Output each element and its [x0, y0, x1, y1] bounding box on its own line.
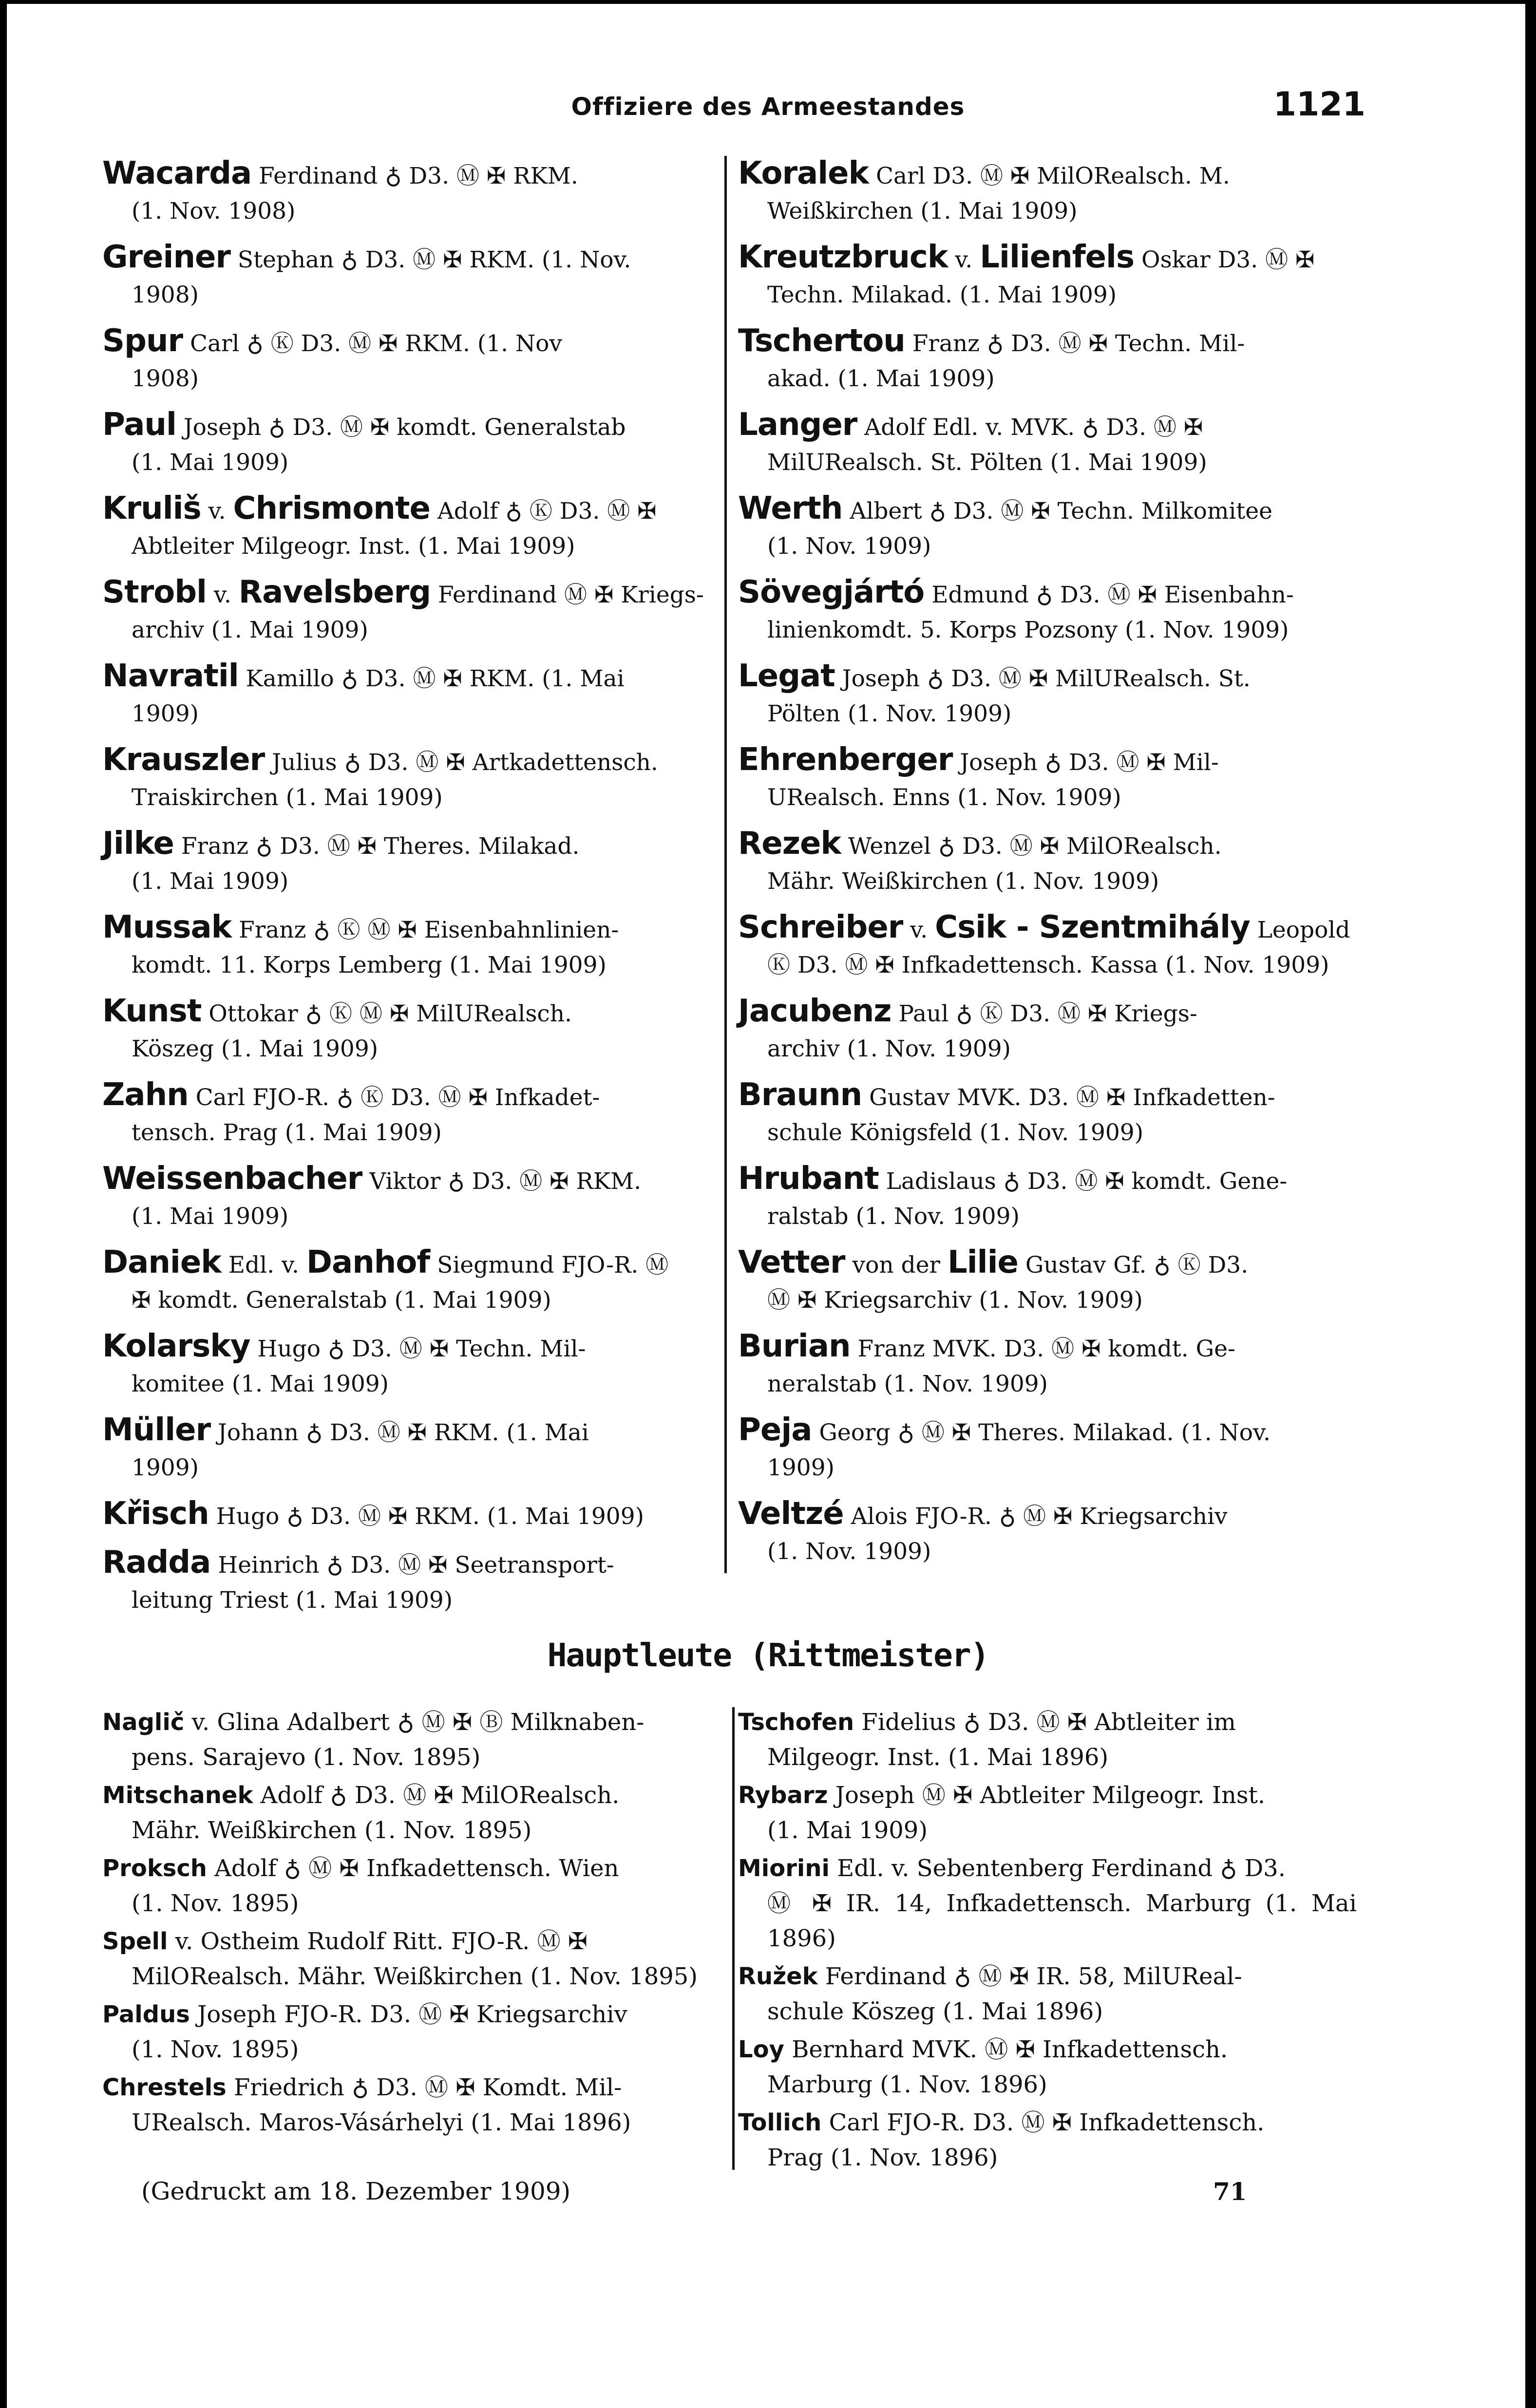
officer-surname: Spell — [102, 1928, 168, 1955]
officer-surname: Zahn — [102, 1077, 189, 1113]
officer-given-name: Stephan — [237, 246, 334, 273]
assignment-continuation: (1. Nov. 1908) — [132, 198, 296, 225]
assignment-continuation: URealsch. Maros-Vásárhelyi (1. Mai 1896) — [132, 2109, 631, 2136]
officer-given-name: Adolf — [260, 1782, 323, 1809]
officer-surname: Werth — [738, 490, 843, 527]
decorations-assignment: ♁ D3. Ⓜ ✠ MilORealsch. — [330, 1782, 620, 1809]
officer-surname: Tschertou — [738, 323, 905, 359]
assignment-continuation: komitee (1. Mai 1909) — [132, 1371, 389, 1397]
officer-given-name: Joseph — [835, 1782, 915, 1809]
assignment-continuation: Ⓜ ✠ Kriegsarchiv (1. Nov. 1909) — [767, 1287, 1143, 1314]
officer-entry — [102, 994, 711, 1067]
decorations-assignment: D3. Ⓜ ✠ Infkadettensch. — [973, 2109, 1265, 2136]
decorations-assignment: ♁ Ⓚ D3. Ⓜ ✠ Infkadet- — [336, 1084, 600, 1111]
assignment-continuation: 1908) — [132, 282, 199, 308]
assignment-continuation: neralstab (1. Nov. 1909) — [767, 1371, 1048, 1397]
officer-entry — [738, 323, 1357, 396]
officer-given-name: Hugo — [257, 1336, 321, 1362]
officer-surname: Schreiber — [738, 909, 903, 945]
officer-entry — [102, 156, 711, 229]
officer-entry — [102, 1545, 711, 1618]
decorations-assignment: ♁ Ⓚ D3. Ⓜ ✠ Kriegs- — [956, 1000, 1197, 1027]
assignment-continuation: akad. (1. Mai 1909) — [767, 365, 995, 392]
decorations-assignment: ♁ D3. Ⓜ ✠ Eisenbahn- — [1036, 582, 1294, 608]
officer-entry — [102, 742, 711, 815]
officer-entry — [738, 994, 1357, 1067]
column-divider-bottom — [732, 1707, 735, 2170]
officer-given-name: Ferdinand — [437, 582, 557, 608]
top-right-column — [738, 156, 1357, 1580]
officer-entry — [102, 1161, 711, 1234]
officer-given-name: Gustav Gf. — [1025, 1252, 1147, 1279]
officer-entry — [738, 1077, 1357, 1150]
name-particle: v. — [955, 246, 973, 273]
officer-surname: Kreutzbruck — [738, 239, 948, 275]
officer-surname: Radda — [102, 1544, 211, 1580]
decorations-assignment: ♁ D3. Ⓜ ✠ MilORealsch. — [938, 833, 1222, 860]
assignment-continuation: 1908) — [132, 365, 199, 392]
officer-entry — [102, 1245, 711, 1318]
assignment-continuation: Ⓜ ✠ IR. 14, Infkadettensch. Marburg (1. Mai 1896) — [767, 1890, 1357, 1952]
decorations-assignment: ♁ D3. Ⓜ ✠ RKM. (1. Mai — [305, 1419, 589, 1446]
officer-surname: Daniek — [102, 1244, 221, 1280]
assignment-continuation: tensch. Prag (1. Mai 1909) — [132, 1119, 442, 1146]
officer-surname: Spur — [102, 323, 183, 359]
decorations-assignment: ♁ D3. Ⓜ ✠ komdt. Generalstab — [268, 414, 626, 441]
decorations-assignment: ♁ D3. Ⓜ ✠ RKM. (1. Nov. — [341, 246, 631, 273]
assignment-continuation: pens. Sarajevo (1. Nov. 1895) — [132, 1744, 481, 1771]
decorations-assignment: ♁ D3. — [1220, 1855, 1286, 1882]
decorations-assignment: Ⓜ — [645, 1252, 669, 1279]
officer-surname: Kruliš — [102, 490, 201, 527]
officer-given-name: Fidelius — [861, 1709, 956, 1736]
assignment-continuation: (1. Mai 1909) — [767, 1817, 928, 1844]
assignment-continuation: schule Köszeg (1. Mai 1896) — [767, 1998, 1103, 2025]
officer-surname: Sövegjártó — [738, 574, 925, 610]
decorations-assignment: Ⓜ ✠ Abtleiter Milgeogr. Inst. — [922, 1782, 1266, 1809]
officer-surname-second: Ravelsberg — [238, 574, 431, 610]
officer-surname: Jilke — [102, 826, 174, 862]
decorations-assignment: ♁ Ⓜ ✠ Ⓑ Milknaben- — [397, 1709, 645, 1736]
assignment-continuation: archiv (1. Nov. 1909) — [767, 1035, 1011, 1062]
assignment-continuation: (1. Nov. 1895) — [132, 1890, 299, 1917]
officer-surname: Tschofen — [738, 1709, 854, 1736]
officer-surname-second: Chrismonte — [233, 490, 430, 527]
decorations-assignment: D3. Ⓜ ✠ — [1217, 246, 1315, 273]
officer-entry — [738, 2105, 1357, 2175]
decorations-assignment: D3. Ⓜ ✠ komdt. Ge- — [1004, 1336, 1235, 1362]
officer-entry — [738, 156, 1357, 229]
officer-entry — [738, 2032, 1357, 2102]
officer-given-name: Julius — [272, 749, 337, 776]
assignment-continuation: Techn. Milakad. (1. Mai 1909) — [767, 282, 1117, 308]
assignment-continuation: archiv (1. Mai 1909) — [132, 617, 368, 643]
decorations-assignment: ♁ Ⓚ D3. — [1154, 1252, 1249, 1279]
officer-given-name: Albert — [850, 498, 922, 525]
officer-entry — [102, 2070, 721, 2140]
officer-entry — [738, 407, 1357, 480]
officer-entry — [102, 1924, 721, 1994]
decorations-assignment: ♁ Ⓜ ✠ Kriegsarchiv — [999, 1503, 1228, 1530]
officer-surname: Legat — [738, 658, 835, 694]
assignment-continuation: ralstab (1. Nov. 1909) — [767, 1203, 1020, 1230]
officer-surname: Rybarz — [738, 1782, 828, 1809]
decorations-assignment: ♁ D3. Ⓜ ✠ Theres. Milakad. — [255, 833, 580, 860]
officer-given-name: Ferdinand — [259, 163, 378, 189]
assignment-continuation: linienkomdt. 5. Korps Pozsony (1. Nov. 1909) — [767, 617, 1289, 643]
officer-given-name: Wenzel — [848, 833, 931, 860]
officer-entry — [102, 1851, 721, 1921]
officer-entry — [102, 240, 711, 313]
decorations-assignment: Ⓜ ✠ Kriegs- — [564, 582, 704, 608]
officer-surname: Tollich — [738, 2109, 822, 2136]
column-divider-top — [724, 156, 727, 1573]
officer-entry — [102, 407, 711, 480]
officer-entry — [102, 1997, 721, 2067]
officer-surname-second: Danhof — [306, 1244, 430, 1280]
officer-surname: Chrestels — [102, 2074, 227, 2101]
officer-given-name: Siegmund FJO-R. — [437, 1252, 639, 1279]
officer-entry — [738, 1496, 1357, 1569]
decorations-assignment: ♁ D3. Ⓜ ✠ RKM. (1. Mai — [341, 665, 625, 692]
officer-given-name: Heinrich — [218, 1552, 320, 1579]
officer-surname: Paul — [102, 407, 176, 443]
assignment-continuation: MilORealsch. Mähr. Weißkirchen (1. Nov. 1895) — [132, 1963, 698, 1990]
decorations-assignment: ♁ Ⓚ D3. Ⓜ ✠ RKM. (1. Nov — [247, 330, 562, 357]
decorations-assignment: ♁ D3. Ⓜ ✠ komdt. Gene- — [1003, 1168, 1288, 1195]
bottom-right-column — [738, 1705, 1357, 2178]
decorations-assignment: D3. Ⓜ ✠ Infkadetten- — [1028, 1084, 1275, 1111]
officer-surname: Hrubant — [738, 1161, 879, 1197]
officer-given-name: Edl. v. Sebentenberg Ferdinand — [837, 1855, 1213, 1882]
decorations-assignment: ♁ D3. Ⓜ ✠ Mil- — [1044, 749, 1219, 776]
assignment-continuation: Ⓚ D3. Ⓜ ✠ Infkadettensch. Kassa (1. Nov. 1909) — [767, 952, 1329, 978]
assignment-continuation: (1. Nov. 1909) — [767, 533, 931, 560]
section-heading: Hauptleute (Rittmeister) — [547, 1637, 989, 1674]
officer-surname: Strobl — [102, 574, 207, 610]
officer-entry — [738, 910, 1357, 983]
officer-entry — [102, 323, 711, 396]
officer-entry — [102, 1778, 721, 1848]
decorations-assignment: ♁ D3. Ⓜ ✠ RKM. — [385, 163, 578, 189]
officer-entry — [738, 1412, 1357, 1486]
decorations-assignment: ♁ D3. Ⓜ ✠ RKM. (1. Mai 1909) — [286, 1503, 644, 1530]
decorations-assignment: ♁ Ⓚ Ⓜ ✠ Eisenbahnlinien- — [313, 917, 619, 943]
decorations-assignment: ♁ D3. Ⓜ ✠ Techn. Mil- — [986, 330, 1245, 357]
officer-given-name: Franz — [239, 917, 306, 943]
officer-given-name: Carl FJO-R. — [195, 1084, 330, 1111]
officer-entry — [738, 1705, 1357, 1775]
officer-entry — [738, 1245, 1357, 1318]
assignment-continuation: Abtleiter Milgeogr. Inst. (1. Mai 1909) — [132, 533, 575, 560]
assignment-continuation: (1. Mai 1909) — [132, 868, 289, 895]
scan-border-left — [0, 0, 7, 2408]
officer-given-name: Franz — [912, 330, 980, 357]
assignment-continuation: Köszeg (1. Mai 1909) — [132, 1035, 379, 1062]
officer-given-name: Joseph FJO-R. — [197, 2001, 363, 2028]
officer-entry — [738, 491, 1357, 564]
scan-border-right — [1525, 0, 1536, 2408]
officer-surname-second: Lilie — [947, 1244, 1018, 1280]
officer-given-name: Ladislaus — [886, 1168, 996, 1195]
officer-entry — [102, 910, 711, 983]
officer-entry — [738, 1959, 1357, 2029]
name-particle: Edl. v. — [228, 1252, 299, 1279]
officer-given-name: Oskar — [1141, 246, 1211, 273]
officer-surname: Kolarsky — [102, 1328, 250, 1364]
officer-given-name: Franz MVK. — [857, 1336, 997, 1362]
officer-surname: Jacubenz — [738, 993, 891, 1029]
officer-entry — [102, 1329, 711, 1402]
assignment-continuation: (1. Nov. 1909) — [767, 1538, 931, 1565]
officer-surname: Langer — [738, 407, 857, 443]
officer-surname: Paldus — [102, 2001, 190, 2028]
officer-entry — [102, 1412, 711, 1486]
officer-surname: Vetter — [738, 1244, 845, 1280]
officer-surname-second: Lilienfels — [980, 239, 1135, 275]
decorations-assignment: ♁ Ⓜ ✠ Theres. Milakad. (1. Nov. — [897, 1419, 1271, 1446]
officer-entry — [738, 742, 1357, 815]
officer-surname: Veltzé — [738, 1496, 844, 1532]
name-particle: v. — [910, 917, 928, 943]
officer-surname: Burian — [738, 1328, 851, 1364]
officer-surname: Ehrenberger — [738, 742, 953, 778]
officer-given-name: Bernhard MVK. — [792, 2036, 978, 2063]
officer-entry — [102, 1496, 711, 1534]
assignment-continuation: Mähr. Weißkirchen (1. Nov. 1895) — [132, 1817, 532, 1844]
assignment-continuation: Marburg (1. Nov. 1896) — [767, 2071, 1047, 2098]
signature-mark: 71 — [1213, 2177, 1247, 2206]
decorations-assignment: ♁ D3. Ⓜ ✠ MilURealsch. St. — [927, 665, 1251, 692]
officer-surname: Křisch — [102, 1496, 209, 1532]
officer-given-name: Adolf — [437, 498, 498, 525]
assignment-continuation: 1909) — [767, 1454, 834, 1481]
decorations-assignment: ♁ D3. Ⓜ ✠ Komdt. Mil- — [352, 2074, 622, 2101]
decorations-assignment: ♁ D3. Ⓜ ✠ — [1082, 414, 1203, 441]
officer-surname: Koralek — [738, 155, 869, 191]
officer-given-name: Hugo — [216, 1503, 280, 1530]
name-particle: v. — [208, 498, 226, 525]
name-particle: von der — [852, 1252, 940, 1279]
officer-given-name: Leopold — [1257, 917, 1350, 943]
officer-given-name: Carl — [190, 330, 240, 357]
officer-entry — [738, 240, 1357, 313]
officer-given-name: v. Ostheim Rudolf Ritt. FJO-R. — [175, 1928, 530, 1955]
officer-given-name: Joseph — [183, 414, 262, 441]
assignment-continuation: Prag (1. Nov. 1896) — [767, 2144, 998, 2171]
officer-surname: Rezek — [738, 826, 841, 862]
scan-border-top — [0, 0, 1536, 4]
officer-given-name: Paul — [898, 1000, 949, 1027]
assignment-continuation: 1909) — [132, 700, 199, 727]
assignment-continuation: 1909) — [132, 1454, 199, 1481]
officer-given-name: Friedrich — [233, 2074, 344, 2101]
officer-surname: Krauszler — [102, 742, 265, 778]
officer-given-name: Georg — [819, 1419, 891, 1446]
officer-surname: Braunn — [738, 1077, 862, 1113]
officer-surname: Mussak — [102, 909, 232, 945]
bottom-left-column — [102, 1705, 721, 2143]
officer-entry — [102, 575, 711, 648]
officer-entry — [738, 826, 1357, 899]
officer-entry — [738, 575, 1357, 648]
assignment-continuation: Pölten (1. Nov. 1909) — [767, 700, 1012, 727]
assignment-continuation: URealsch. Enns (1. Nov. 1909) — [767, 784, 1121, 811]
assignment-continuation: Traiskirchen (1. Mai 1909) — [132, 784, 443, 811]
officer-given-name: v. Glina Adalbert — [191, 1709, 390, 1736]
officer-entry — [102, 658, 711, 732]
officer-surname: Miorini — [738, 1855, 830, 1882]
decorations-assignment: ♁ Ⓚ D3. Ⓜ ✠ — [505, 498, 657, 525]
officer-entry — [102, 826, 711, 899]
officer-given-name: Viktor — [369, 1168, 441, 1195]
officer-entry — [102, 491, 711, 564]
officer-given-name: Carl — [876, 163, 926, 189]
officer-given-name: Ferdinand — [825, 1963, 947, 1990]
officer-given-name: Alois FJO-R. — [851, 1503, 992, 1530]
decorations-assignment: ♁ D3. Ⓜ ✠ RKM. — [448, 1168, 642, 1195]
officer-surname: Loy — [738, 2036, 784, 2063]
officer-surname: Müller — [102, 1412, 211, 1448]
assignment-continuation: komdt. 11. Korps Lemberg (1. Mai 1909) — [132, 952, 607, 978]
officer-surname: Peja — [738, 1412, 812, 1448]
officer-surname: Mitschanek — [102, 1782, 253, 1809]
officer-given-name: Johann — [218, 1419, 299, 1446]
officer-surname: Greiner — [102, 239, 230, 275]
decorations-assignment: ♁ Ⓜ ✠ Infkadettensch. Wien — [284, 1855, 619, 1882]
officer-surname: Ružek — [738, 1963, 818, 1990]
decorations-assignment: D3. Ⓜ ✠ Kriegsarchiv — [370, 2001, 627, 2028]
decorations-assignment: D3. Ⓜ ✠ MilORealsch. M. — [932, 163, 1230, 189]
officer-surname: Navratil — [102, 658, 239, 694]
officer-surname: Weissenbacher — [102, 1161, 362, 1197]
officer-given-name: Adolf Edl. v. MVK. — [864, 414, 1075, 441]
decorations-assignment: ♁ D3. Ⓜ ✠ Abtleiter im — [963, 1709, 1236, 1736]
assignment-continuation: (1. Mai 1909) — [132, 1203, 289, 1230]
officer-surname: Wacarda — [102, 155, 252, 191]
assignment-continuation: MilURealsch. St. Pölten (1. Mai 1909) — [767, 449, 1207, 476]
officer-entry — [738, 1851, 1357, 1956]
decorations-assignment: ♁ D3. Ⓜ ✠ Techn. Milkomitee — [929, 498, 1272, 525]
officer-surname: Proksch — [102, 1855, 207, 1882]
officer-surname: Naglič — [102, 1709, 185, 1736]
assignment-continuation: Mähr. Weißkirchen (1. Nov. 1909) — [767, 868, 1159, 895]
decorations-assignment: ♁ Ⓜ ✠ IR. 58, MilUReal- — [954, 1963, 1242, 1990]
decorations-assignment: Ⓜ ✠ Infkadettensch. — [985, 2036, 1228, 2063]
assignment-continuation: schule Königsfeld (1. Nov. 1909) — [767, 1119, 1144, 1146]
officer-given-name: Adolf — [214, 1855, 277, 1882]
officer-given-name: Carl FJO-R. — [829, 2109, 966, 2136]
decorations-assignment: ♁ D3. Ⓜ ✠ Artkadettensch. — [344, 749, 658, 776]
top-left-column — [102, 156, 711, 1629]
officer-entry — [102, 1705, 721, 1775]
assignment-continuation: ✠ komdt. Generalstab (1. Mai 1909) — [132, 1287, 551, 1314]
officer-given-name: Joseph — [960, 749, 1038, 776]
officer-surname: Kunst — [102, 993, 202, 1029]
decorations-assignment: ♁ D3. Ⓜ ✠ Techn. Mil- — [328, 1336, 586, 1362]
officer-given-name: Edmund — [931, 582, 1029, 608]
officer-entry — [738, 1329, 1357, 1402]
officer-entry — [738, 1778, 1357, 1848]
officer-given-name: Joseph — [842, 665, 920, 692]
assignment-continuation: leitung Triest (1. Mai 1909) — [132, 1587, 453, 1614]
officer-entry — [738, 1161, 1357, 1234]
officer-given-name: Ottokar — [209, 1000, 298, 1027]
officer-surname-second: Csik - Szentmihály — [935, 909, 1250, 945]
print-date-note: (Gedruckt am 18. Dezember 1909) — [141, 2177, 571, 2205]
name-particle: v. — [213, 582, 231, 608]
decorations-assignment: ♁ D3. Ⓜ ✠ Seetransport- — [326, 1552, 614, 1579]
assignment-continuation: (1. Nov. 1895) — [132, 2036, 299, 2063]
assignment-continuation: Milgeogr. Inst. (1. Mai 1896) — [767, 1744, 1109, 1771]
officer-given-name: Gustav MVK. — [869, 1084, 1022, 1111]
page-number: 1121 — [1273, 85, 1365, 124]
decorations-assignment: Ⓜ ✠ — [537, 1928, 588, 1955]
assignment-continuation: Weißkirchen (1. Mai 1909) — [767, 198, 1078, 225]
officer-entry — [738, 658, 1357, 732]
officer-entry — [102, 1077, 711, 1150]
running-header: Offiziere des Armeestandes — [571, 93, 965, 121]
officer-given-name: Franz — [181, 833, 249, 860]
officer-given-name: Kamillo — [246, 665, 334, 692]
decorations-assignment: ♁ Ⓚ Ⓜ ✠ MilURealsch. — [305, 1000, 572, 1027]
assignment-continuation: (1. Mai 1909) — [132, 449, 289, 476]
